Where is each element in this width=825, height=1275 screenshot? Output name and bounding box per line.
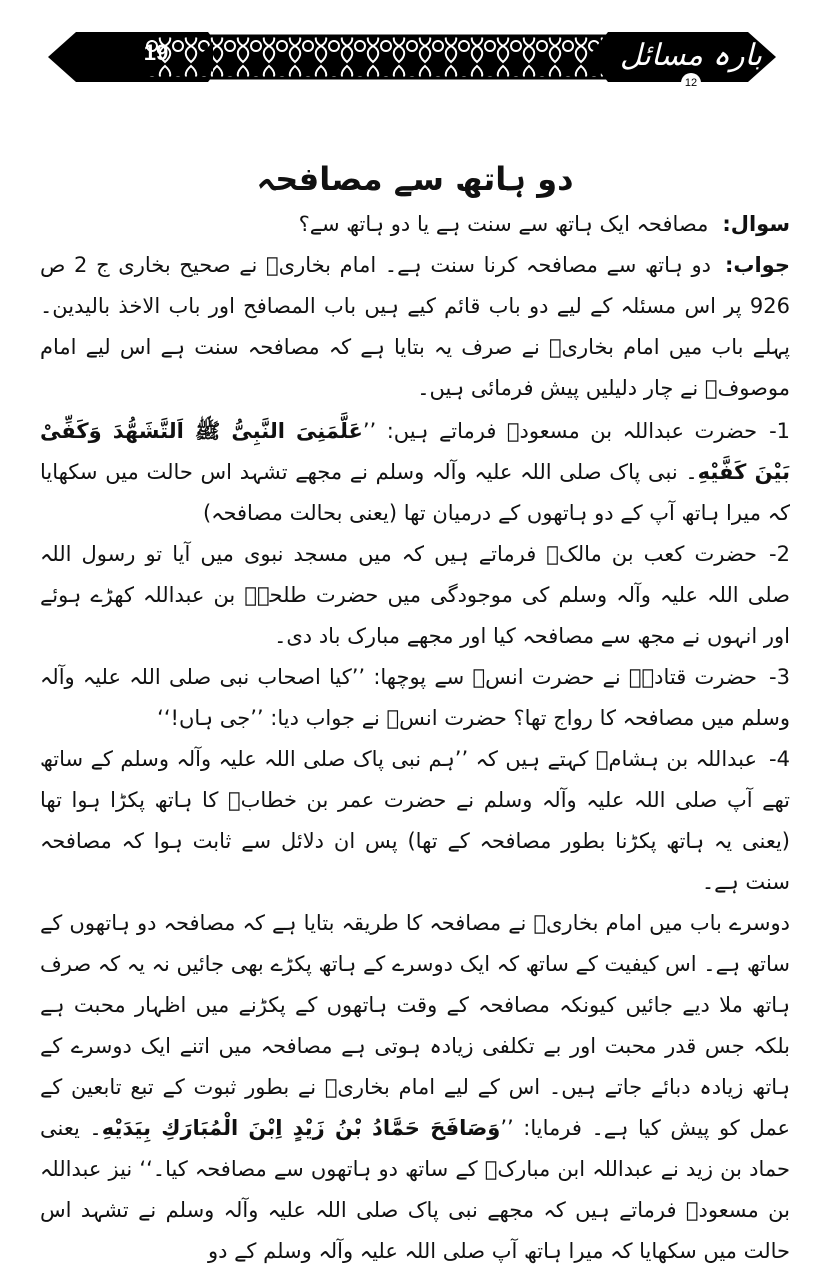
page-number: 19	[143, 40, 169, 65]
evidence-number: 2-	[769, 542, 790, 566]
evidence-arabic-quote: عَلَّمَنِیَ النَّبِیُّ ﷺ اَلتَّشَهُّدَ وَكَفِّیْ بَیْنَ كَفَّیْهِ	[40, 419, 790, 484]
answer-text: دو ہاتھ سے مصافحہ کرنا سنت ہے۔ امام بخاریؒ نے صحیح بخاری ج 2 ص 926 پر اس مسئلہ کے لیے دو باب قائم کیے ہیں باب المصافح اور باب الاخذ بالیدین۔ پہلے باب میں امام بخاریؒ نے صرف یہ بتایا ہے کہ مصافحہ سنت ہے اس لیے امام موصوفؒ نے چار دلیلیں پیش فرمائی ہیں۔	[40, 253, 790, 400]
question-paragraph	[40, 204, 790, 245]
evidence-item	[40, 411, 790, 534]
closing-arabic-quote: وَصَافَحَ حَمَّادُ بْنُ زَیْدٍ اِبْنَ الْمُبَارَكِ بِیَدَیْهِ	[101, 1116, 501, 1140]
book-title	[616, 38, 766, 108]
answer-paragraph	[40, 245, 790, 409]
book-title-text: بارہ مسائل	[619, 38, 763, 73]
page-content	[40, 160, 790, 1272]
evidence-item	[40, 534, 790, 657]
question-label: سوال:	[722, 212, 790, 236]
closing-paragraph	[40, 903, 790, 1272]
evidence-text: حضرت قتادہؒ نے حضرت انسؓ سے پوچھا: ’’کیا اصحاب نبی صلی اللہ علیہ وآلہ وسلم میں مصافحہ کا رواج تھا؟ حضرت انسؓ نے جواب دیا: ’’جی ہاں!‘‘	[40, 665, 790, 730]
evidence-text: حضرت کعب بن مالکؓ فرماتے ہیں کہ میں مسجد نبوی میں آیا تو رسول اللہ صلی اللہ علیہ وآلہ وسلم کی موجودگی میں حضرت طلحہؓ بن عبداللہ کھڑے ہوئے اور انہوں نے مجھ سے مصافحہ کیا اور مجھے مبارک باد دی۔	[40, 542, 790, 648]
answer-label: جواب:	[724, 253, 790, 277]
page-title: دو ہاتھ سے مصافحہ	[256, 160, 574, 198]
evidence-number: 4-	[769, 747, 790, 771]
page-header	[48, 28, 778, 89]
evidence-text-after: ۔ نبی پاک صلی اللہ علیہ وآلہ وسلم نے مجھے تشہد اس حالت میں سکھایا کہ میرا ہاتھ آپ کے دو ہاتھوں کے درمیان تھا (یعنی بحالت مصافحہ)	[40, 460, 790, 525]
question-text: مصافحہ ایک ہاتھ سے سنت ہے یا دو ہاتھ سے؟	[298, 212, 709, 236]
evidence-text-before: حضرت عبداللہ بن مسعودؓ فرماتے ہیں: ’’	[362, 419, 758, 443]
book-title-number-badge: 12	[681, 73, 701, 93]
evidence-number: 3-	[769, 665, 790, 689]
evidence-number: 1-	[769, 419, 791, 443]
evidence-item	[40, 657, 790, 739]
closing-text-after: ۔ یعنی حماد بن زید نے عبداللہ ابن مبارکؒ کے ساتھ دو ہاتھوں سے مصافحہ کیا۔‘‘ نیز عبداللہ بن مسعودؓ فرماتے ہیں کہ مجھے نبی پاک صلی اللہ علیہ وآلہ وسلم نے تشہد اس حالت میں سکھایا کہ میرا ہاتھ آپ صلی اللہ علیہ وآلہ وسلم کے دو	[40, 1116, 790, 1263]
closing-text-before: دوسرے باب میں امام بخاریؒ نے مصافحہ کا طریقہ بتایا ہے کہ مصافحہ دو ہاتھوں کے ساتھ ہے۔ اس کیفیت کے ساتھ کہ ایک دوسرے کے ہاتھ پکڑے بھی جائیں نہ یہ کہ صرف ہاتھ ملا دیے جائیں کیونکہ مصافحہ کے وقت ہاتھوں کے پکڑنے میں اظہار محبت ہے بلکہ جس قدر محبت اور بے تکلفی زیادہ ہوتی ہے مصافحہ میں اتنے ایک دوسرے کے ہاتھ زیادہ دبائے جاتے ہیں۔ اس کے لیے امام بخاریؒ نے بطور ثبوت کے تبع تابعین کے عمل کو پیش کیا ہے۔ فرمایا: ’’	[40, 911, 790, 1140]
evidence-item	[40, 739, 790, 903]
evidence-text: عبداللہ بن ہشامؓ کہتے ہیں کہ ’’ہم نبی پاک صلی اللہ علیہ وآلہ وسلم کے ساتھ تھے آپ صلی اللہ علیہ وآلہ وسلم نے حضرت عمر بن خطابؓ کا ہاتھ پکڑا ہوا تھا (یعنی یہ ہاتھ پکڑنا بطور مصافحہ کے تھا) پس ان دلائل سے ثابت ہوا کہ مصافحہ سنت ہے۔	[40, 747, 790, 894]
